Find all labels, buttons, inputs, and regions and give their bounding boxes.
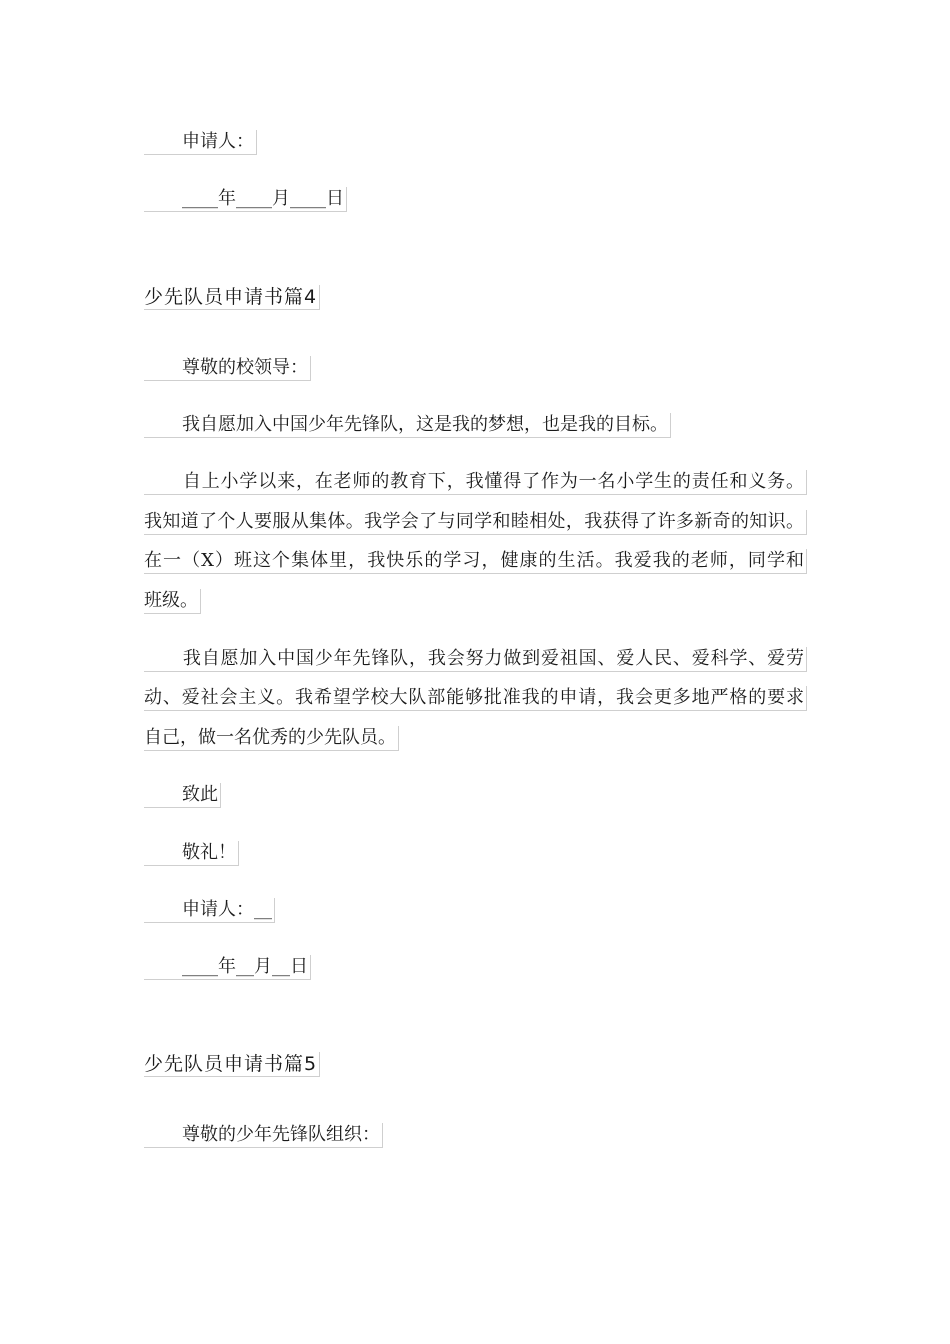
date-line-4: ____年__月__日	[144, 955, 311, 980]
paragraph-4-2-line-1: 自上小学以来，在老师的教育下，我懂得了作为一名小学生的责任和义务。	[144, 470, 807, 495]
closing-line-1: 致此	[144, 783, 221, 808]
closing-line-2: 敬礼！	[144, 841, 239, 866]
salutation-4: 尊敬的校领导：	[144, 356, 311, 381]
applicant-line-4: 申请人：__	[144, 898, 275, 923]
section-4-heading: 少先队员申请书篇4	[144, 285, 320, 310]
applicant-line: 申请人：	[144, 130, 257, 155]
salutation-5: 尊敬的少年先锋队组织：	[144, 1123, 383, 1148]
paragraph-4-3-line-3: 自己，做一名优秀的少先队员。	[144, 726, 399, 751]
paragraph-4-2-line-2: 我知道了个人要服从集体。我学会了与同学和睦相处，我获得了许多新奇的知识。	[144, 510, 807, 535]
date-line: ____年____月____日	[144, 187, 347, 212]
section-5-heading: 少先队员申请书篇5	[144, 1052, 320, 1077]
paragraph-4-3-line-2: 动、爱社会主义。我希望学校大队部能够批准我的申请，我会更多地严格的要求	[144, 686, 807, 711]
paragraph-4-3-line-1: 我自愿加入中国少年先锋队，我会努力做到爱祖国、爱人民、爱科学、爱劳	[144, 647, 807, 672]
paragraph-4-2-line-4: 班级。	[144, 589, 201, 614]
paragraph-4-1: 我自愿加入中国少年先锋队，这是我的梦想，也是我的目标。	[144, 413, 671, 438]
paragraph-4-2-line-3: 在一（X）班这个集体里，我快乐的学习，健康的生活。我爱我的老师，同学和	[144, 549, 807, 574]
